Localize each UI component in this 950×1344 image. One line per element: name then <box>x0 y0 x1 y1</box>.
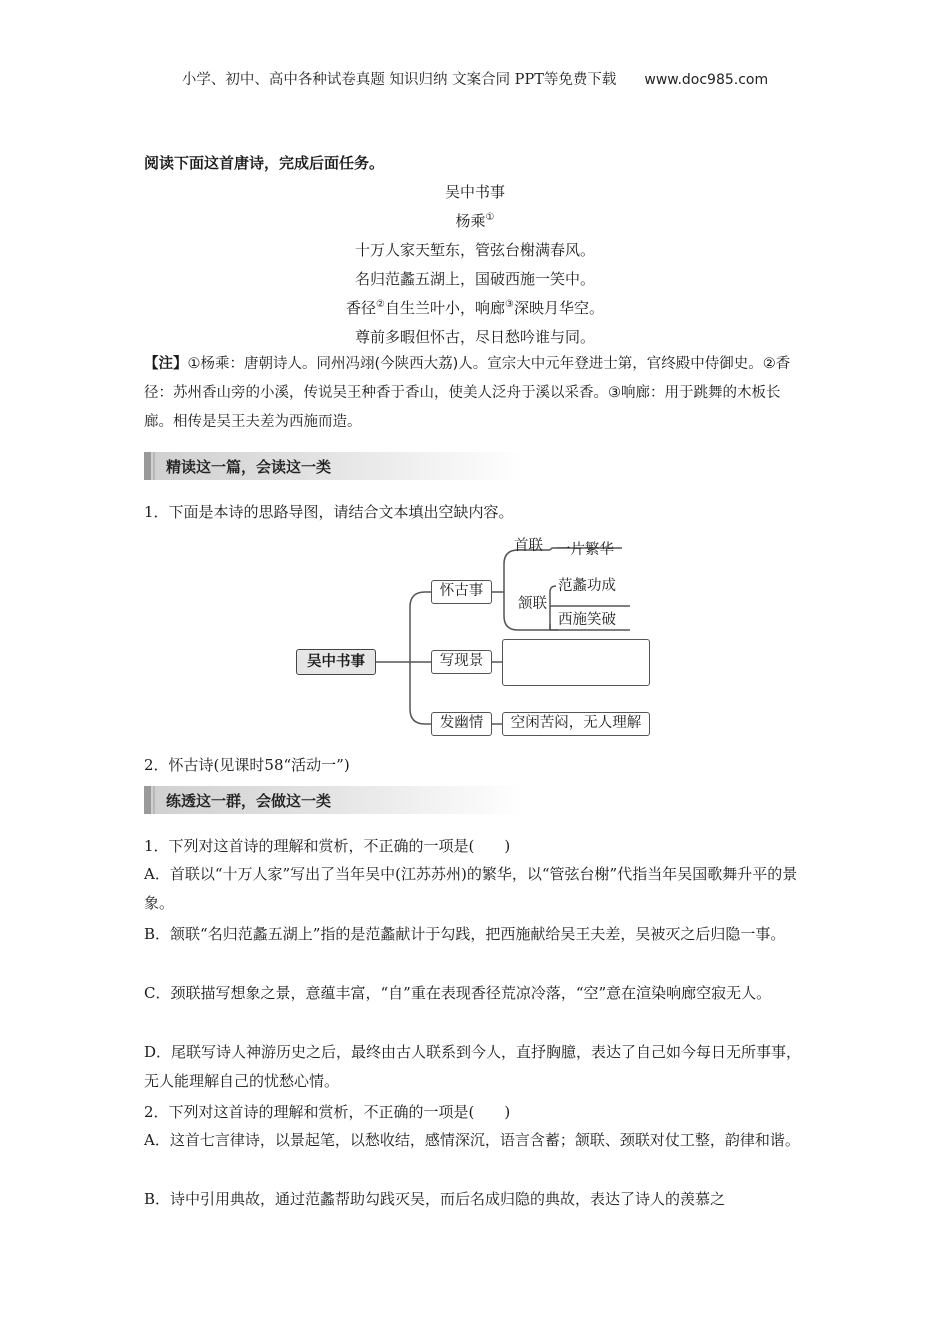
section-bar-edge <box>144 786 151 814</box>
mind-map-sub2-label: 颔联 <box>518 596 547 612</box>
mind-map-branch-scene: 写现景 <box>431 650 492 674</box>
poem-line-3-b: 自生兰叶小，响廊 <box>384 299 505 317</box>
mind-map-branch-emotion: 发幽情 <box>431 712 492 736</box>
section-bar-practice <box>144 786 524 814</box>
task-2: 2．怀古诗(见课时58“活动一”) <box>144 756 350 774</box>
poem-line-3-note-a: ② <box>376 299 385 310</box>
poem-notes <box>144 350 808 437</box>
mind-map-blank-answer[interactable] <box>502 639 650 686</box>
poem-line-4: 尊前多暇但怀古，尽日愁吟谁与同。 <box>354 328 595 346</box>
question-1-option-a: A．首联以“十万人家”写出了当年吴中(江苏苏州)的繁华，以“管弦台榭”代指当年吴国歌舞升平的景象。 <box>144 865 798 912</box>
header-site: www.doc985.com <box>644 72 769 88</box>
poem-title: 吴中书事 <box>444 183 505 201</box>
note-tag: 【注】 <box>144 356 188 372</box>
section-bar-edge-inner <box>153 786 155 814</box>
mind-map-branch-history: 怀古事 <box>431 580 492 604</box>
question-2-stem: 2．下列对这首诗的理解和赏析，不正确的一项是( ) <box>144 1103 511 1121</box>
poem-line-2: 名归范蠡五湖上，国破西施一笑中。 <box>354 270 595 288</box>
note-text: ①杨乘：唐朝诗人。同州冯翊(今陕西大荔)人。宣宗大中元年登进士第，官终殿中侍御史。②香径：苏州香山旁的小溪，传说吴王种香于香山，使美人泛舟于溪以采香。③响廊：用于跳舞的木板长廊。相传是吴王夫差为西施而造。 <box>144 356 791 430</box>
question-1-option-c: C．颈联描写想象之景，意蕴丰富，“自”重在表现香径荒凉冷落，“空”意在渲染响廊空寂无人。 <box>144 984 772 1002</box>
section-title: 精读这一篇，会读这一类 <box>166 458 332 476</box>
poem-author-name: 杨乘 <box>455 212 486 230</box>
mind-map <box>280 528 660 744</box>
mind-map-sub2-value-b: 西施笑破 <box>558 612 616 628</box>
reading-intro: 阅读下面这首唐诗，完成后面任务。 <box>144 154 385 172</box>
mind-map-sub1-value: 一片繁华 <box>556 542 614 558</box>
poem-line-3-c: 深映月华空。 <box>513 299 604 317</box>
question-1-option-b: B．颔联“名归范蠡五湖上”指的是范蠡献计于勾践，把西施献给吴王夫差，吴被灭之后归隐一事。 <box>144 925 786 943</box>
page-header <box>0 68 950 89</box>
mind-map-root: 吴中书事 <box>296 649 376 675</box>
section-bar-edge <box>144 452 151 480</box>
question-1-stem: 1．下列对这首诗的理解和赏析，不正确的一项是( ) <box>144 837 511 855</box>
question-2-option-b: B．诗中引用典故，通过范蠡帮助勾践灭吴，而后名成归隐的典故，表达了诗人的羡慕之 <box>144 1190 726 1208</box>
section-title: 练透这一群，会做这一类 <box>166 792 332 810</box>
section-bar-edge-inner <box>153 452 155 480</box>
header-text: 小学、初中、高中各种试卷真题 知识归纳 文案合同 PPT等免费下载 <box>181 72 617 88</box>
mind-map-sub2-value-a: 范蠡功成 <box>558 578 616 594</box>
poem-line-3 <box>0 297 950 318</box>
poem-author <box>0 210 950 231</box>
question-2-option-a: A．这首七言律诗，以景起笔，以愁收结，感情深沉，语言含蓄；颔联、颈联对仗工整，韵律和谐。 <box>144 1131 800 1149</box>
poem-line-3-a: 香径 <box>346 299 377 317</box>
poem-line-3-note-b: ③ <box>505 299 514 310</box>
poem-author-note: ① <box>485 212 495 223</box>
task-1: 1．下面是本诗的思路导图，请结合文本填出空缺内容。 <box>144 503 514 521</box>
mind-map-emotion-value: 空闲苦闷，无人理解 <box>502 712 650 736</box>
mind-map-sub1-label: 首联 <box>514 538 543 554</box>
question-1-option-d: D．尾联写诗人神游历史之后，最终由古人联系到今人，直抒胸臆，表达了自己如今每日无所事事，无人能理解自己的忧愁心情。 <box>144 1043 802 1090</box>
poem-line-1: 十万人家天堑东，管弦台榭满春风。 <box>354 241 595 259</box>
section-bar-close-reading <box>144 452 524 480</box>
